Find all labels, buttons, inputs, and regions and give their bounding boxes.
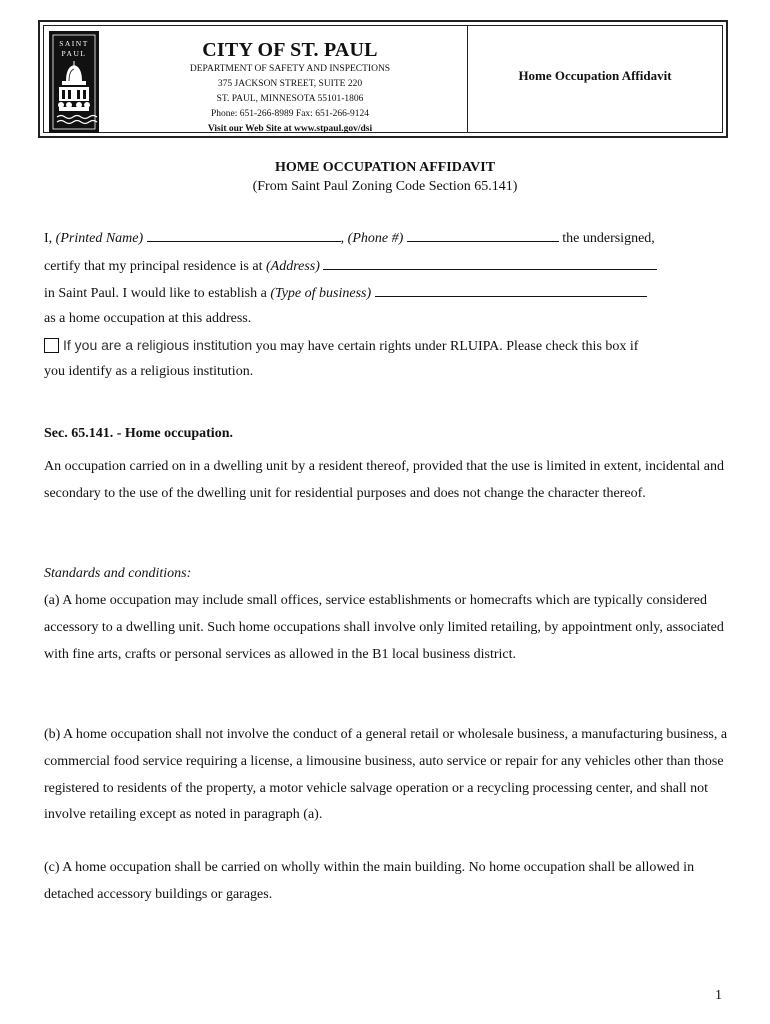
religious-lead-text: If you are a religious institution xyxy=(63,337,253,353)
printed-name-label: (Printed Name) xyxy=(55,231,144,246)
city-state-zip: ST. PAUL, MINNESOTA 55101-1806 xyxy=(216,94,364,104)
department-name: DEPARTMENT OF SAFETY AND INSPECTIONS xyxy=(189,64,391,74)
undersigned-text: the undersigned, xyxy=(562,231,655,246)
website-link[interactable]: Visit our Web Site at www.stpaul.gov/dsi xyxy=(207,124,373,134)
paragraph-a: (a) A home occupation may include small offices, service establishments or homecrafts which are typically considered accessory to a dwelling unit. Such home occupations shall involve only limited retailing, by appointment only, associated with fine arts, crafts or personal services as allowed in the B1 local business district. xyxy=(44,593,724,662)
document-title xyxy=(0,158,770,196)
business-prefix: in Saint Paul. I would like to establish a xyxy=(44,286,267,301)
religious-line-2: you identify as a religious institution. xyxy=(44,364,254,379)
phone-field[interactable] xyxy=(407,229,559,242)
comma-separator: , xyxy=(340,231,345,246)
address-field[interactable] xyxy=(323,257,657,270)
prefix-i: I, xyxy=(44,231,53,246)
saint-paul-logo xyxy=(49,31,99,133)
title-main: HOME OCCUPATION AFFIDAVIT xyxy=(274,160,496,175)
phone-fax: Phone: 651-266-8989 Fax: 651-266-9124 xyxy=(210,109,370,119)
section-heading: Sec. 65.141. - Home occupation. xyxy=(44,426,233,441)
business-type-label: (Type of business) xyxy=(270,286,372,301)
paragraph-c: (c) A home occupation shall be carried on wholly within the main building. No home occupation shall be allowed in detached accessory buildings or garages. xyxy=(44,860,695,902)
address-label: (Address) xyxy=(265,259,320,274)
form-line-home-occupation: as a home occupation at this address. xyxy=(44,311,252,326)
standards-heading: Standards and conditions: xyxy=(44,566,192,581)
business-type-field[interactable] xyxy=(375,284,647,297)
religious-checkbox-row xyxy=(44,337,638,355)
phone-label: (Phone #) xyxy=(347,231,404,246)
letterhead xyxy=(38,20,728,138)
letterhead-inner-border xyxy=(43,25,723,133)
printed-name-field[interactable] xyxy=(147,229,341,242)
definition-paragraph: An occupation carried on in a dwelling unit by a resident thereof, provided that the use is limited in extent, incidental and secondary to the use of the dwelling unit for residential purposes and does not change the character thereof. xyxy=(44,459,724,501)
form-line-name-phone xyxy=(44,229,655,247)
page-number: 1 xyxy=(715,988,722,1003)
logo-text-saint: SAINT xyxy=(59,39,89,48)
form-line-address xyxy=(44,257,657,275)
street-address: 375 JACKSON STREET, SUITE 220 xyxy=(217,79,363,89)
logo-text-paul: PAUL xyxy=(61,49,87,58)
address-prefix: certify that my principal residence is at xyxy=(44,259,263,274)
title-subtitle: (From Saint Paul Zoning Code Section 65.141) xyxy=(252,179,518,194)
religious-rest-text: you may have certain rights under RLUIPA. Please check this box if xyxy=(255,339,639,354)
religious-institution-checkbox[interactable] xyxy=(44,338,59,353)
paragraph-b: (b) A home occupation shall not involve the conduct of a general retail or wholesale business, a manufacturing business, a commercial food service requiring a license, a limousine business, auto service or repair for any vehicles other than those registered to residents of the property, a motor vehicle salvage operation or a recycling processing center, and shall not involve retailing except as noted in paragraph (a). xyxy=(44,727,728,823)
form-name: Home Occupation Affidavit xyxy=(518,68,672,83)
city-title: CITY OF ST. PAUL xyxy=(202,39,378,61)
department-info xyxy=(162,38,418,137)
form-line-business xyxy=(44,284,647,302)
